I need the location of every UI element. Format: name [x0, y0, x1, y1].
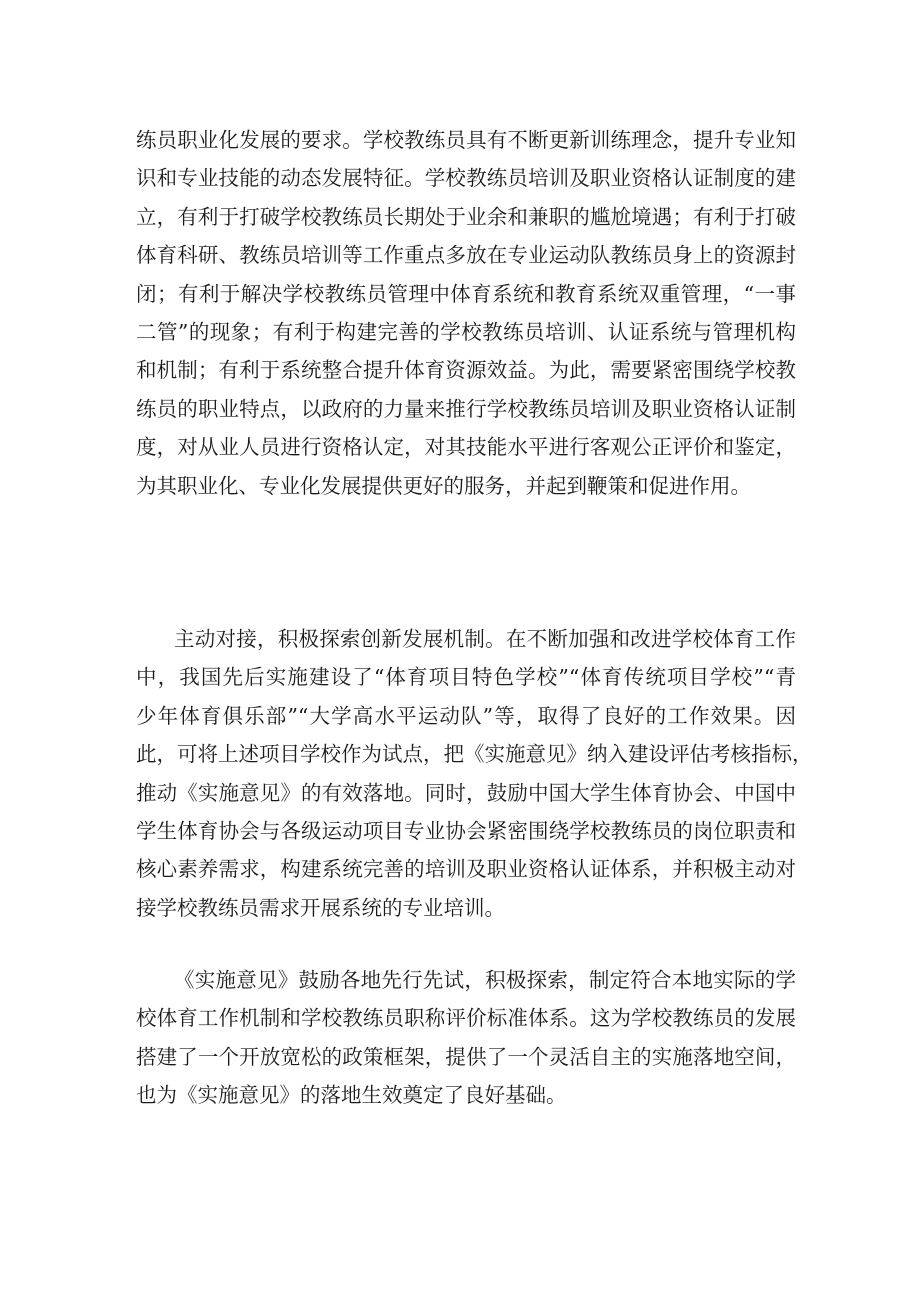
text-line: 也为《实施意见》的落地生效奠定了良好基础。 — [136, 1083, 567, 1108]
text-line: 学生体育协会与各级运动项目专业协会紧密围绕学校教练员的岗位职责和 — [136, 818, 796, 843]
text-line: 校体育工作机制和学校教练员职称评价标准体系。这为学校教练员的发展 — [136, 1006, 796, 1031]
text-line: 练员职业化发展的要求。学校教练员具有不断更新训练理念，提升专业知 — [136, 128, 796, 152]
text-line: 为其职业化、专业化发展提供更好的服务，并起到鞭策和促进作用。 — [136, 473, 751, 498]
text-line: 主动对接，积极探索创新发展机制。在不断加强和改进学校体育工作 — [174, 627, 796, 651]
paragraph-1 — [136, 121, 796, 505]
text-line: 推动《实施意见》的有效落地。同时，鼓励中国大学生体育协会、中国中 — [136, 780, 796, 805]
text-line: 识和专业技能的动态发展特征。学校教练员培训及职业资格认证制度的建 — [136, 166, 796, 191]
text-line: 《实施意见》鼓励各地先行先试，积极探索，制定符合本地实际的学 — [174, 968, 796, 992]
text-line: 练员的职业特点，以政府的力量来推行学校教练员培训及职业资格认证制 — [136, 396, 796, 421]
paragraph-3 — [136, 961, 796, 1115]
text-line: 和机制；有利于系统整合提升体育资源效益。为此，需要紧密围绕学校教 — [136, 358, 796, 383]
text-line: 二管”的现象；有利于构建完善的学校教练员培训、认证系统与管理机构 — [136, 319, 796, 344]
text-line: 此，可将上述项目学校作为试点，把《实施意见》纳入建设评估考核指标， — [136, 742, 813, 767]
text-line: 闭；有利于解决学校教练员管理中体育系统和教育系统双重管理，“一事 — [136, 281, 796, 306]
text-line: 搭建了一个开放宽松的政策框架，提供了一个灵活自主的实施落地空间， — [136, 1044, 796, 1069]
paragraph-2 — [136, 620, 813, 927]
text-line: 核心素养需求，构建系统完善的培训及职业资格认证体系，并积极主动对 — [136, 857, 796, 882]
text-line: 中，我国先后实施建设了“体育项目特色学校”“体育传统项目学校”“青 — [136, 665, 796, 690]
text-line: 接学校教练员需求开展系统的专业培训。 — [136, 895, 505, 920]
text-line: 度，对从业人员进行资格认定，对其技能水平进行客观公正评价和鉴定， — [136, 435, 796, 460]
text-line: 少年体育俱乐部”“大学高水平运动队”等，取得了良好的工作效果。因 — [136, 703, 796, 728]
text-line: 体育科研、教练员培训等工作重点多放在专业运动队教练员身上的资源封 — [136, 243, 796, 268]
text-line: 立，有利于打破学校教练员长期处于业余和兼职的尴尬境遇；有利于打破 — [136, 204, 796, 229]
